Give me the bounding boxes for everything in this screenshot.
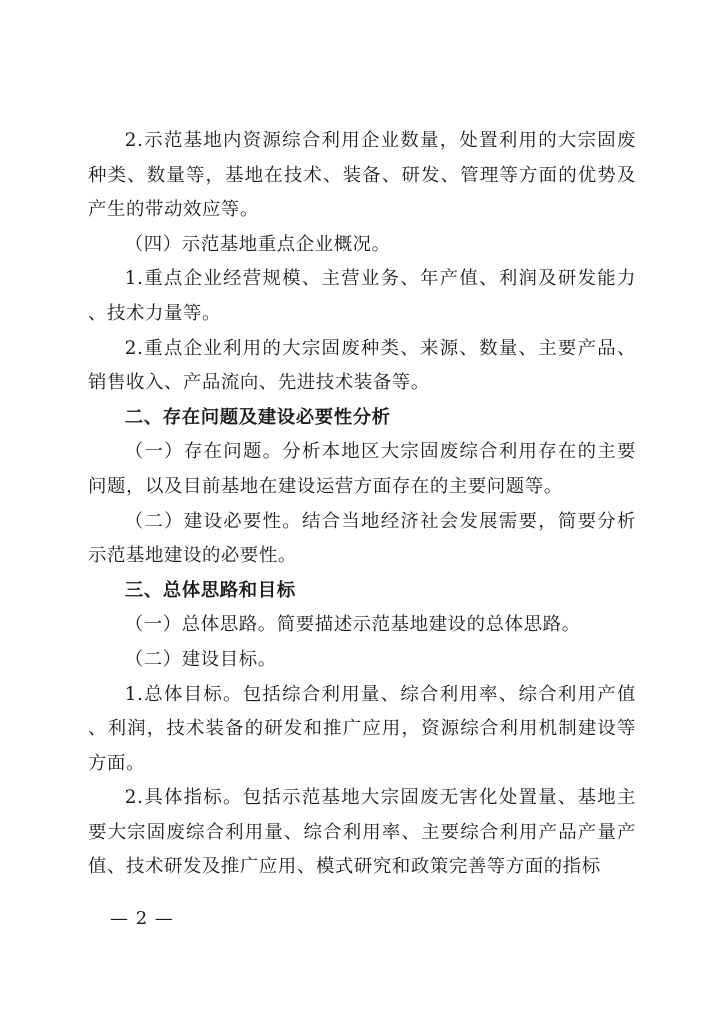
paragraph: 2.具体指标。包括示范基地大宗固废无害化处置量、基地主要大宗固废综合利用量、综合利用率、主要综合利用产品产量产值、技术研发及推广应用、模式研究和政策完善等方面的指标 <box>88 787 636 878</box>
document-body <box>88 124 636 885</box>
paragraph: 2.重点企业利用的大宗固废种类、来源、数量、主要产品、销售收入、产品流向、先进技术装备等。 <box>88 337 636 394</box>
section-heading: 二、存在问题及建设必要性分析 <box>124 406 391 428</box>
paragraph: （一）存在问题。分析本地区大宗固废综合利用存在的主要问题，以及目前基地在建设运营方面存在的主要问题等。 <box>88 441 636 497</box>
page-number: — 2 — <box>110 908 174 929</box>
paragraph: （二）建设目标。 <box>124 648 277 670</box>
section-heading: 三、总体思路和目标 <box>124 579 296 601</box>
paragraph: （一）总体思路。简要描述示范基地建设的总体思路。 <box>124 614 581 636</box>
paragraph: （四）示范基地重点企业概况。 <box>124 233 391 255</box>
paragraph: （二）建设必要性。结合当地经济社会发展需要，简要分析示范基地建设的必要性。 <box>88 510 636 567</box>
paragraph: 2.示范基地内资源综合利用企业数量，处置利用的大宗固废种类、数量等，基地在技术、装备、研发、管理等方面的优势及产生的带动效应等。 <box>88 130 636 221</box>
paragraph: 1.重点企业经营规模、主营业务、年产值、利润及研发能力、技术力量等。 <box>88 268 636 324</box>
paragraph: 1.总体目标。包括综合利用量、综合利用率、综合利用产值、利润，技术装备的研发和推广应用，资源综合利用机制建设等方面。 <box>88 683 636 774</box>
